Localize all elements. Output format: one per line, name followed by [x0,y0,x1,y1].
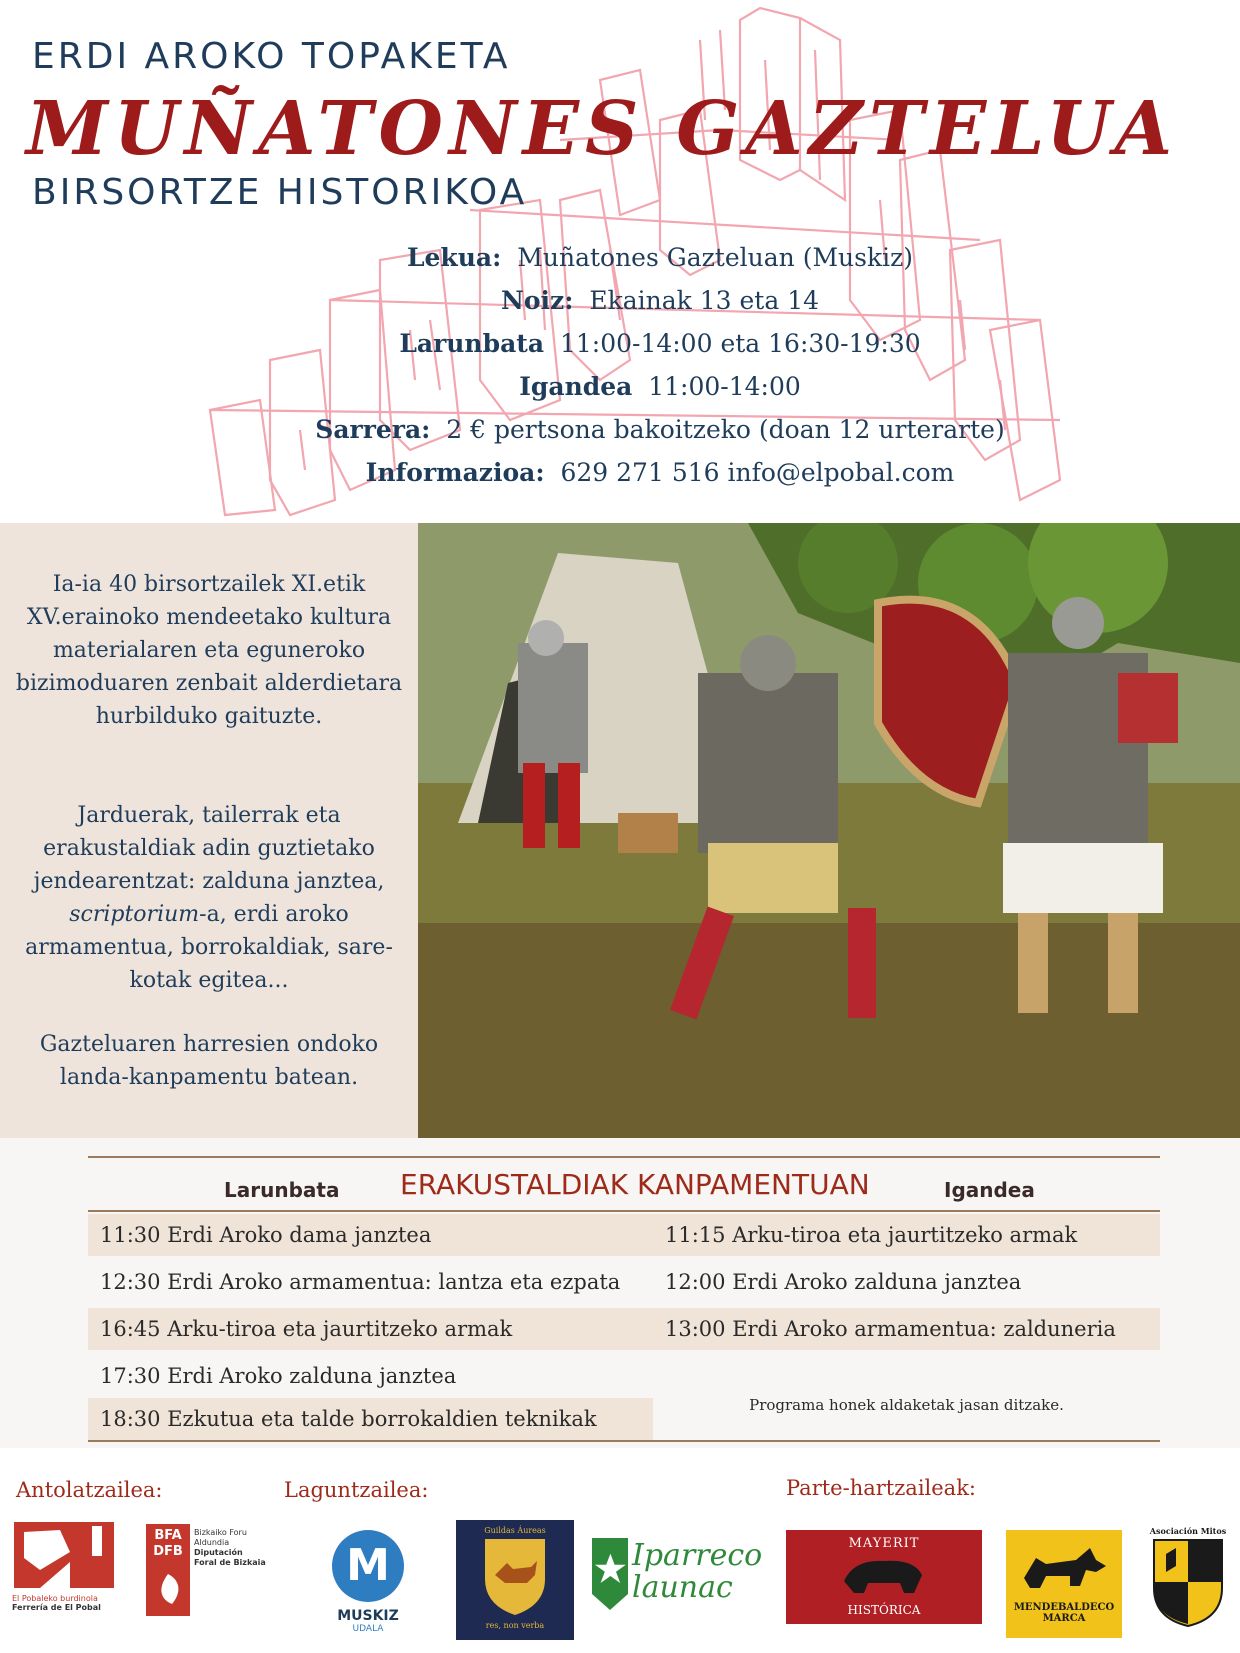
muskiz-logo [300,1504,436,1652]
mitos-text: Asociación Mitos [1149,1526,1227,1536]
eagle-shield-icon [1148,1536,1228,1630]
location-label: Lekua: [406,243,502,272]
saturday-item: 12:30 Erdi Aroko armamentua: lantza eta ezpata [100,1270,621,1294]
fox-shield-icon [475,1535,555,1617]
mayerit-line2: HISTÓRICA [847,1603,921,1617]
saturday-item: 11:30 Erdi Aroko dama janztea [88,1214,653,1256]
schedule-header-rule [88,1210,1160,1212]
guildas-top-text: Guildas Áureas [484,1526,546,1535]
saturday-item: 17:30 Erdi Aroko zalduna janztea [100,1364,457,1388]
iparreco-line1: Iparreco [632,1538,763,1573]
info-sunday-hours [280,372,1040,401]
sunday-hours: 11:00-14:00 [648,372,801,401]
schedule-top-rule [88,1156,1160,1158]
schedule-bottom-rule [88,1440,1160,1442]
reenactment-photo [418,523,1240,1138]
saturday-item: 16:45 Arku-tiroa eta jaurtitzeko armak [88,1308,653,1350]
mayerit-line1: MAYERIT [848,1536,920,1551]
oak-leaf-icon [150,1572,186,1608]
bfa-text-3: Diputación [194,1548,243,1557]
event-subtitle: BIRSORTZE HISTORIKOA [32,172,528,213]
description-paragraph-2 [0,799,418,997]
bfa-text-4: Foral de Bizkaia [194,1558,266,1567]
scriptorium-term: scriptorium [69,902,200,927]
collaborator-label: Laguntzailea: [284,1478,429,1502]
description-paragraph-2-end: -a, erdi aroko armamentua, borrokaldiak, sare-kotak egitea... [25,902,393,993]
when-label: Noiz: [500,286,574,315]
mendebaldeco-line1: MENDEBALDECO [1013,1602,1115,1613]
info-saturday-hours [280,329,1040,358]
guildas-bottom-text: res, non verba [485,1621,545,1630]
schedule-note: Programa honek aldaketak jasan ditzake. [749,1396,1064,1414]
bfa-code: BFA [154,1528,182,1543]
wolf-icon [1016,1538,1112,1598]
schedule-title: ERAKUSTALDIAK KANPAMENTUAN [400,1168,870,1201]
participants-label: Parte-hartzaileak: [786,1476,976,1500]
bfa-text-2: Aldundia [194,1538,230,1547]
iparreco-line2: launac [632,1570,733,1605]
saturday-hours: 11:00-14:00 eta 16:30-19:30 [559,329,921,358]
dfb-code: DFB [153,1544,183,1559]
mendebaldeco-marca-logo [1006,1530,1122,1638]
sunday-item: 12:00 Erdi Aroko zalduna janztea [665,1270,1022,1294]
muskiz-name: MUSKIZ [337,1608,399,1624]
info-entrance [280,415,1040,444]
green-banner-icon [588,1534,632,1614]
el-pobal-logo [10,1518,118,1618]
description-paragraph-1: Ia-ia 40 birsortzailek XI.etik XV.erainoko mendeetako kultura materialaren eta eguneroko bizimoduaren zenbait alderdietara hurbilduko gaituzte. [15,572,403,729]
saturday-label: Larunbata [399,329,545,358]
contact-label: Informazioa: [365,458,545,487]
el-pobal-line2: Ferrería de El Pobal [12,1603,101,1612]
bizkaia-logo [146,1524,272,1616]
mayerit-historica-logo [786,1530,982,1624]
saturday-item: 18:30 Ezkutua eta talde borrokaldien teknikak [88,1398,653,1440]
location-value: Muñatones Gazteluan (Muskiz) [517,243,914,272]
iparreco-launac-logo [588,1534,780,1624]
when-value: Ekainak 13 eta 14 [589,286,820,315]
sunday-item: 13:00 Erdi Aroko armamentua: zalduneria [653,1308,1160,1350]
guildas-aureas-logo [456,1520,574,1640]
entrance-value: 2 € pertsona bakoitzeko (doan 12 urterarte) [446,415,1005,444]
bear-icon [834,1551,934,1599]
mendebaldeco-line2: MARCA [1042,1613,1086,1624]
muskiz-m-icon: M [332,1530,404,1602]
saturday-column-header: Larunbata [224,1178,340,1202]
contact-value: 629 271 516 info@elpobal.com [560,458,955,487]
info-location [280,243,1040,272]
entrance-label: Sarrera: [315,415,431,444]
description-paragraph-2-start: Jarduerak, tailerrak eta erakustaldiak adin guztietako jendearentzat: zalduna janztea, [33,803,385,894]
page-title: MUÑATONES GAZTELUA [26,86,1178,172]
info-contact [280,458,1040,487]
sunday-label: Igandea [519,372,633,401]
description-paragraph-3: Gazteluaren harresien ondoko landa-kanpamentu batean. [39,1032,379,1090]
info-when [280,286,1040,315]
asociacion-mitos-logo [1140,1520,1236,1640]
sunday-item: 11:15 Arku-tiroa eta jaurtitzeko armak [653,1214,1160,1256]
organizer-label: Antolatzailea: [16,1478,163,1502]
description-panel [0,523,418,1138]
el-pobal-line1: El Pobaleko burdinola [12,1594,98,1603]
sunday-column-header: Igandea [944,1178,1035,1202]
event-type-heading: ERDI AROKO TOPAKETA [32,36,511,77]
el-pobal-mark [10,1518,118,1590]
reenactment-photo-illustration [418,523,1240,1138]
bfa-text-1: Bizkaiko Foru [194,1528,247,1537]
muskiz-sub: UDALA [352,1624,384,1634]
